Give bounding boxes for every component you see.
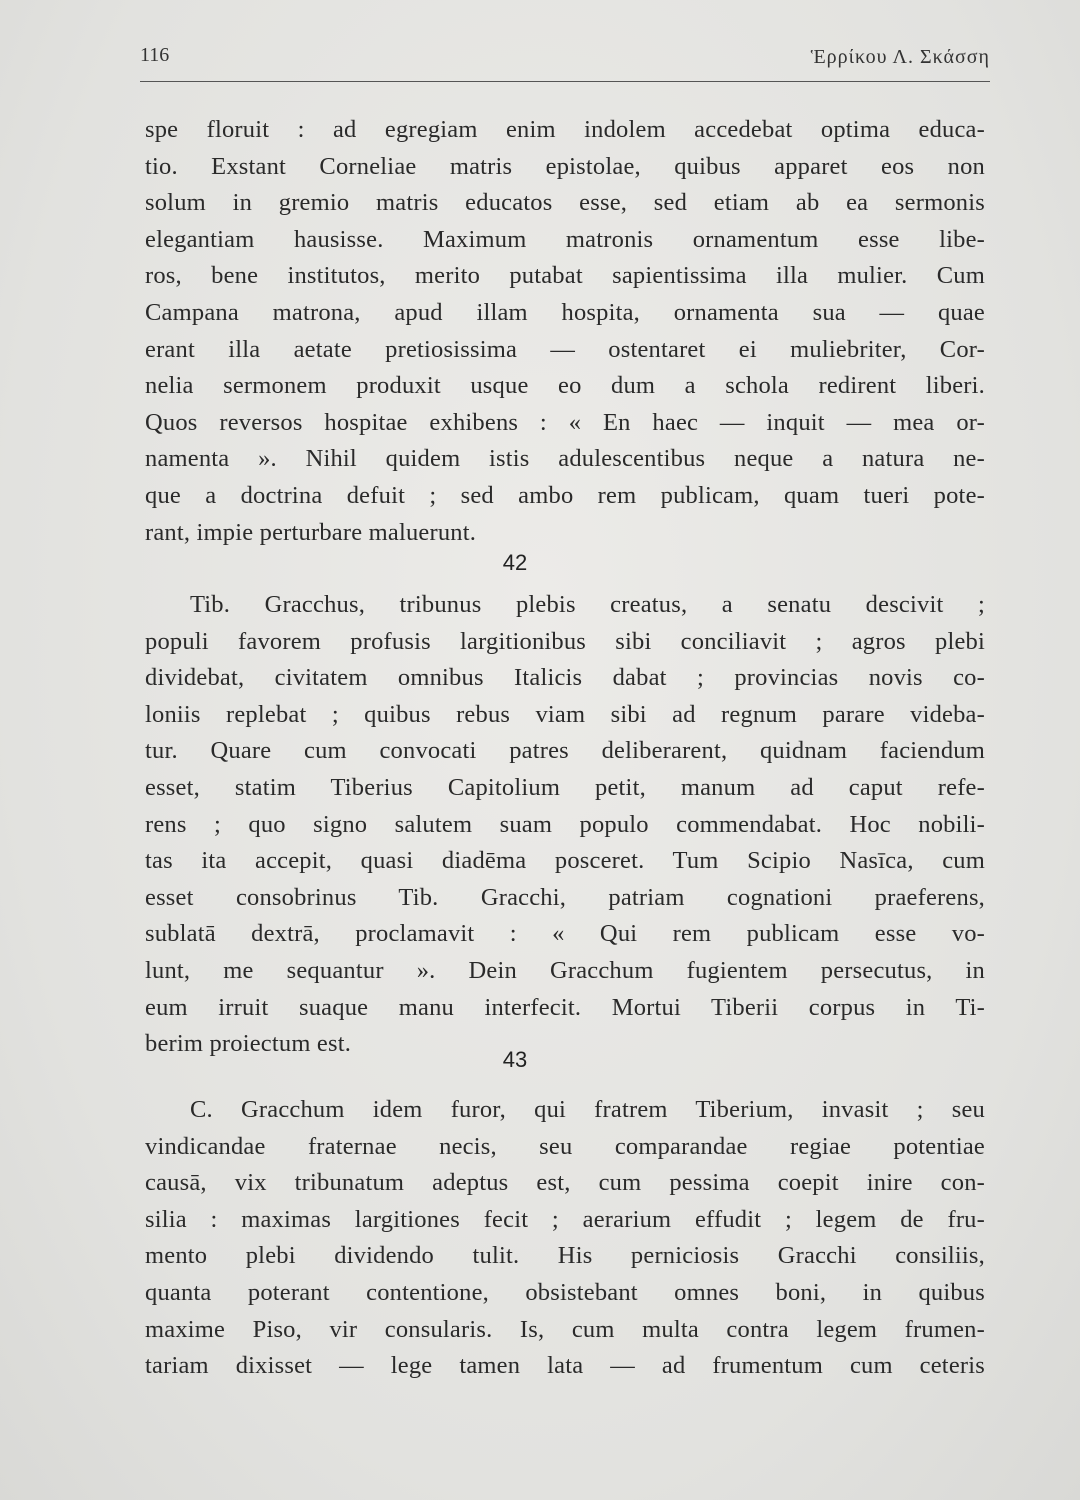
- section-42-paragraph: [145, 587, 985, 1063]
- text-line: vindicandae fraternae necis, seu comparandae regiae potentiae: [145, 1132, 985, 1160]
- text-line: quanta poterant contentione, obsistebant omnes boni, in quibus: [145, 1278, 985, 1306]
- text-line: tur. Quare cum convocati patres deliberarent, quidnam faciendum: [145, 737, 985, 765]
- text-line: spe floruit : ad egregiam enim indolem accedebat optima educa-: [145, 116, 985, 143]
- page-number: 116: [140, 44, 170, 66]
- text-line: elegantiam hausisse. Maximum matronis ornamentum esse libe-: [145, 225, 985, 253]
- running-head: Ἑρρίκου Λ. Σκάσση: [810, 46, 990, 68]
- text-line: rens ; quo signo salutem suam populo commendabat. Hoc nobili-: [145, 810, 985, 838]
- text-line: dividebat, civitatem omnibus Italicis dabat ; provincias novis co-: [145, 664, 985, 692]
- text-line: maxime Piso, vir consularis. Is, cum multa contra legem frumen-: [145, 1315, 985, 1343]
- text-line: erant illa aetate pretiosissima — ostentaret ei muliebriter, Cor-: [145, 335, 985, 363]
- text-line: Tib. Gracchus, tribunus plebis creatus, a senatu descivit ;: [190, 591, 985, 618]
- text-line: ros, bene institutos, merito putabat sapientissima illa mulier. Cum: [145, 262, 985, 290]
- text-line: tio. Exstant Corneliae matris epistolae, quibus apparet eos non: [145, 152, 985, 180]
- text-line: loniis replebat ; quibus rebus viam sibi ad regnum parare videba-: [145, 700, 985, 728]
- text-line: tas ita accepit, quasi diadēma posceret. Tum Scipio Nasīca, cum: [145, 847, 985, 875]
- text-line: namenta ». Nihil quidem istis adulescentibus neque a natura ne-: [145, 445, 985, 473]
- text-line: rant, impie perturbare maluerunt.: [145, 518, 477, 546]
- text-line: causā, vix tribunatum adeptus est, cum pessima coepit inire con-: [145, 1169, 985, 1197]
- header-rule: [140, 81, 990, 82]
- text-line: Campana matrona, apud illam hospita, ornamenta sua — quae: [145, 298, 985, 326]
- text-line: mento plebi dividendo tulit. His perniciosis Gracchi consiliis,: [145, 1242, 985, 1270]
- text-line: populi favorem profusis largitionibus sibi conciliavit ; agros plebi: [145, 627, 985, 655]
- text-line: C. Gracchum idem furor, qui fratrem Tiberium, invasit ; seu: [190, 1096, 985, 1123]
- text-line: tariam dixisset — lege tamen lata — ad frumentum cum ceteris: [145, 1352, 985, 1380]
- text-line: solum in gremio matris educatos esse, sed etiam ab ea sermonis: [145, 189, 985, 217]
- text-line: berim proiectum est.: [145, 1030, 352, 1058]
- text-line: nelia sermonem produxit usque eo dum a schola redirent liberi.: [145, 372, 985, 400]
- text-line: lunt, me sequantur ». Dein Gracchum fugientem persecutus, in: [145, 956, 985, 984]
- paragraph-41-continuation: [145, 112, 985, 551]
- text-line: Quos reversos hospitae exhibens : « En haec — inquit — mea or-: [145, 408, 985, 436]
- text-line: sublatā dextrā, proclamavit : « Qui rem publicam esse vo-: [145, 920, 985, 948]
- section-number-43: 43: [502, 1047, 528, 1072]
- section-43-paragraph: [145, 1092, 985, 1385]
- section-number-42: 42: [502, 550, 528, 575]
- text-line: esset consobrinus Tib. Gracchi, patriam cognationi praeferens,: [145, 883, 985, 911]
- text-line: eum irruit suaque manu interfecit. Mortui Tiberii corpus in Ti-: [145, 993, 985, 1021]
- text-line: que a doctrina defuit ; sed ambo rem publicam, quam tueri pote-: [145, 481, 985, 509]
- page-header: [140, 44, 990, 78]
- text-line: silia : maximas largitiones fecit ; aerarium effudit ; legem de fru-: [145, 1205, 985, 1233]
- text-line: esset, statim Tiberius Capitolium petit, manum ad caput refe-: [145, 773, 985, 801]
